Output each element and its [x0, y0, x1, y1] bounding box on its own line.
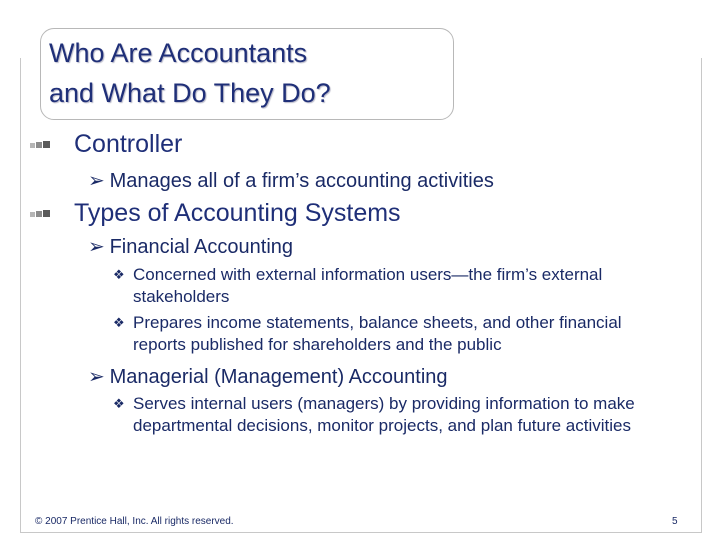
sub-list-item — [113, 312, 653, 356]
square-bullets-icon — [30, 141, 74, 148]
arrow-bullet-icon: ➢ — [88, 366, 105, 388]
sub-list-item — [113, 393, 673, 437]
list-item — [88, 168, 494, 193]
section-accounting-systems — [30, 199, 401, 228]
sub-list-item-text: Serves internal users (managers) by providing information to make departmental decisions, monitor projects, and plan future activities — [133, 394, 635, 435]
list-item — [88, 364, 448, 389]
list-item-text: Manages all of a firm’s accounting activities — [109, 170, 494, 192]
list-item — [88, 234, 293, 259]
sub-list-item-text: Concerned with external information users—the firm’s external stakeholders — [133, 265, 603, 306]
sub-list-item — [113, 264, 633, 308]
page-title-line-2: and What Do They Do? — [49, 78, 331, 108]
list-item-text: Financial Accounting — [109, 236, 294, 258]
arrow-bullet-icon: ➢ — [88, 170, 105, 192]
diamond-bullet-icon: ❖ — [113, 396, 125, 411]
section-controller — [30, 130, 182, 159]
list-item-text: Managerial (Management) Accounting — [109, 366, 448, 388]
square-bullets-icon — [30, 210, 74, 217]
diamond-bullet-icon: ❖ — [113, 267, 125, 282]
page-title-line-1: Who Are Accountants — [49, 38, 308, 68]
arrow-bullet-icon: ➢ — [88, 236, 105, 258]
copyright-footer: © 2007 Prentice Hall, Inc. All rights reserved. — [35, 516, 234, 527]
section-heading: Controller — [74, 130, 183, 158]
section-heading: Types of Accounting Systems — [74, 199, 401, 227]
diamond-bullet-icon: ❖ — [113, 315, 125, 330]
sub-list-item-text: Prepares income statements, balance sheets, and other financial reports published for shareholders and the public — [133, 313, 622, 354]
page-number: 5 — [672, 516, 678, 527]
